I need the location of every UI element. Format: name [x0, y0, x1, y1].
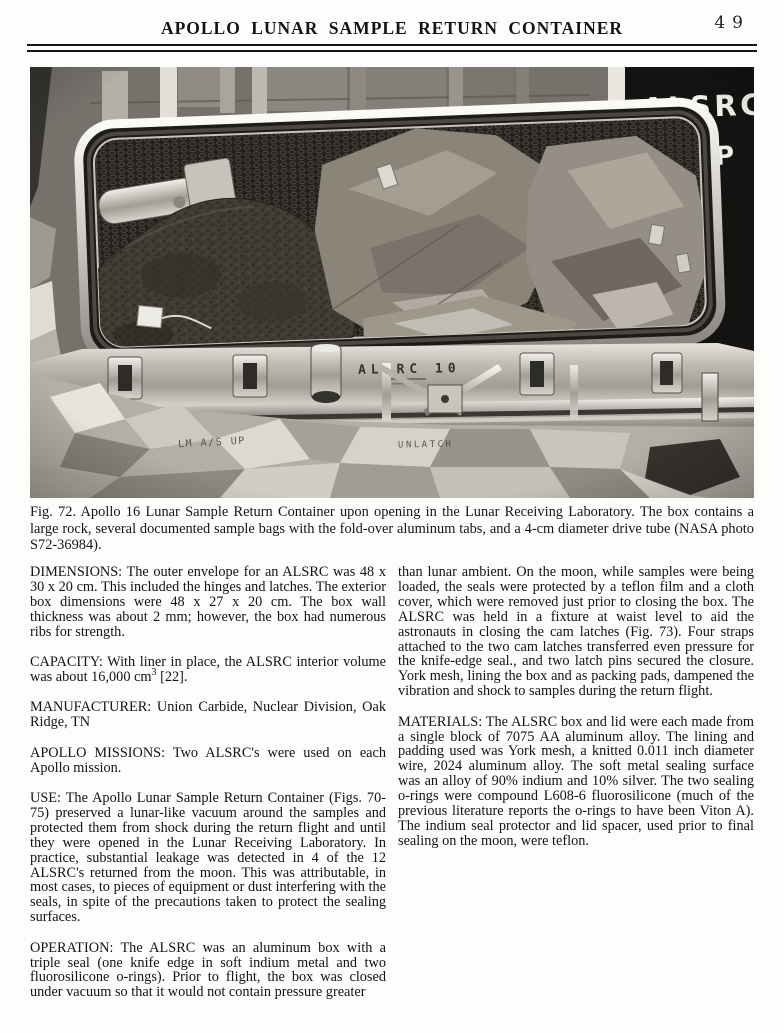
capacity-superscript: 3 — [151, 667, 157, 679]
capacity-paragraph — [30, 655, 386, 685]
capacity-text-post: [22]. — [156, 668, 188, 685]
photo-illustration — [30, 67, 754, 498]
photo-vignette — [30, 67, 754, 498]
manufacturer-paragraph: MANUFACTURER: Union Carbide, Nuclear Division, Oak Ridge, TN — [30, 699, 386, 731]
page-title: APOLLO LUNAR SAMPLE RETURN CONTAINER — [160, 18, 624, 38]
page-number: 49 — [714, 13, 750, 33]
header-double-rule — [27, 44, 757, 52]
figure-caption: Fig. 72. Apollo 16 Lunar Sample Return Container upon opening in the Lunar Receiving Laboratory. The box contains a large rock, several documented sample bags with the fold-over aluminum tabs, and a 4-cm diameter drive tube (NASA photo S72-36984). — [30, 504, 754, 553]
operation-continued-paragraph: than lunar ambient. On the moon, while samples were being loaded, the seals were protected by a teflon film and a cloth cover, which were removed just prior to closing the box. The ALSRC was held in a fixture at waist level to aid the astronauts in closing the cam latches (Fig. 73). Four straps attached to the two cam latches transferred even pressure for the knife-edge seal., and two latch pins secured the closure. York mesh, lining the box and as packing pads, dampened the vibration and shock to samples during the return flight. — [398, 564, 754, 700]
figure-photo — [30, 67, 754, 498]
apollo-missions-paragraph: APOLLO MISSIONS: Two ALSRC's were used on each Apollo mission. — [30, 744, 386, 776]
dimensions-paragraph: DIMENSIONS: The outer envelope for an ALSRC was 48 x 30 x 20 cm. This included the hinges and latches. The exterior box dimensions were 48 x 27 x 20 cm. The box wall thickness was about 2 mm; however, the box had numerous ribs for strength. — [30, 564, 386, 640]
capacity-text-pre: CAPACITY: With liner in place, the ALSRC interior volume was about 16,000 cm — [30, 654, 386, 685]
operation-paragraph: OPERATION: The ALSRC was an aluminum box with a triple seal (one knife edge in soft indium metal and two fluorosilicone o-rings). Prior to flight, the box was closed under vacuum so that it would not contain pressure greater — [30, 939, 386, 1001]
right-column — [398, 565, 754, 864]
use-paragraph: USE: The Apollo Lunar Sample Return Container (Figs. 70-75) preserved a lunar-like vacuum around the samples and protected them from shock during the return flight and until they were opened in the Lunar Receiving Laboratory. In practice, substantial leakage was detected in 4 of the 12 ALSRC's returned from the moon. This was attributable, in most cases, to pieces of equipment or dust interfering with the seals, in spite of the precautions taken to protect the sealing surfaces. — [30, 789, 386, 926]
left-column — [30, 565, 386, 1016]
materials-paragraph: MATERIALS: The ALSRC box and lid were each made from a single block of 7075 AA aluminum alloy. The lining and padding used was York mesh, a knitted 0.011 inch diameter wire, 2024 aluminum alloy. The soft metal sealing surface was an alloy of 90% indium and 10% silver. The two sealing o-rings were compound L608-6 fluorosilicone (much of the previous literature reports the o-rings to have been Viton A). The indium seal protector and lid spacer, used prior to final sealing on the moon, were teflon. — [398, 713, 754, 849]
